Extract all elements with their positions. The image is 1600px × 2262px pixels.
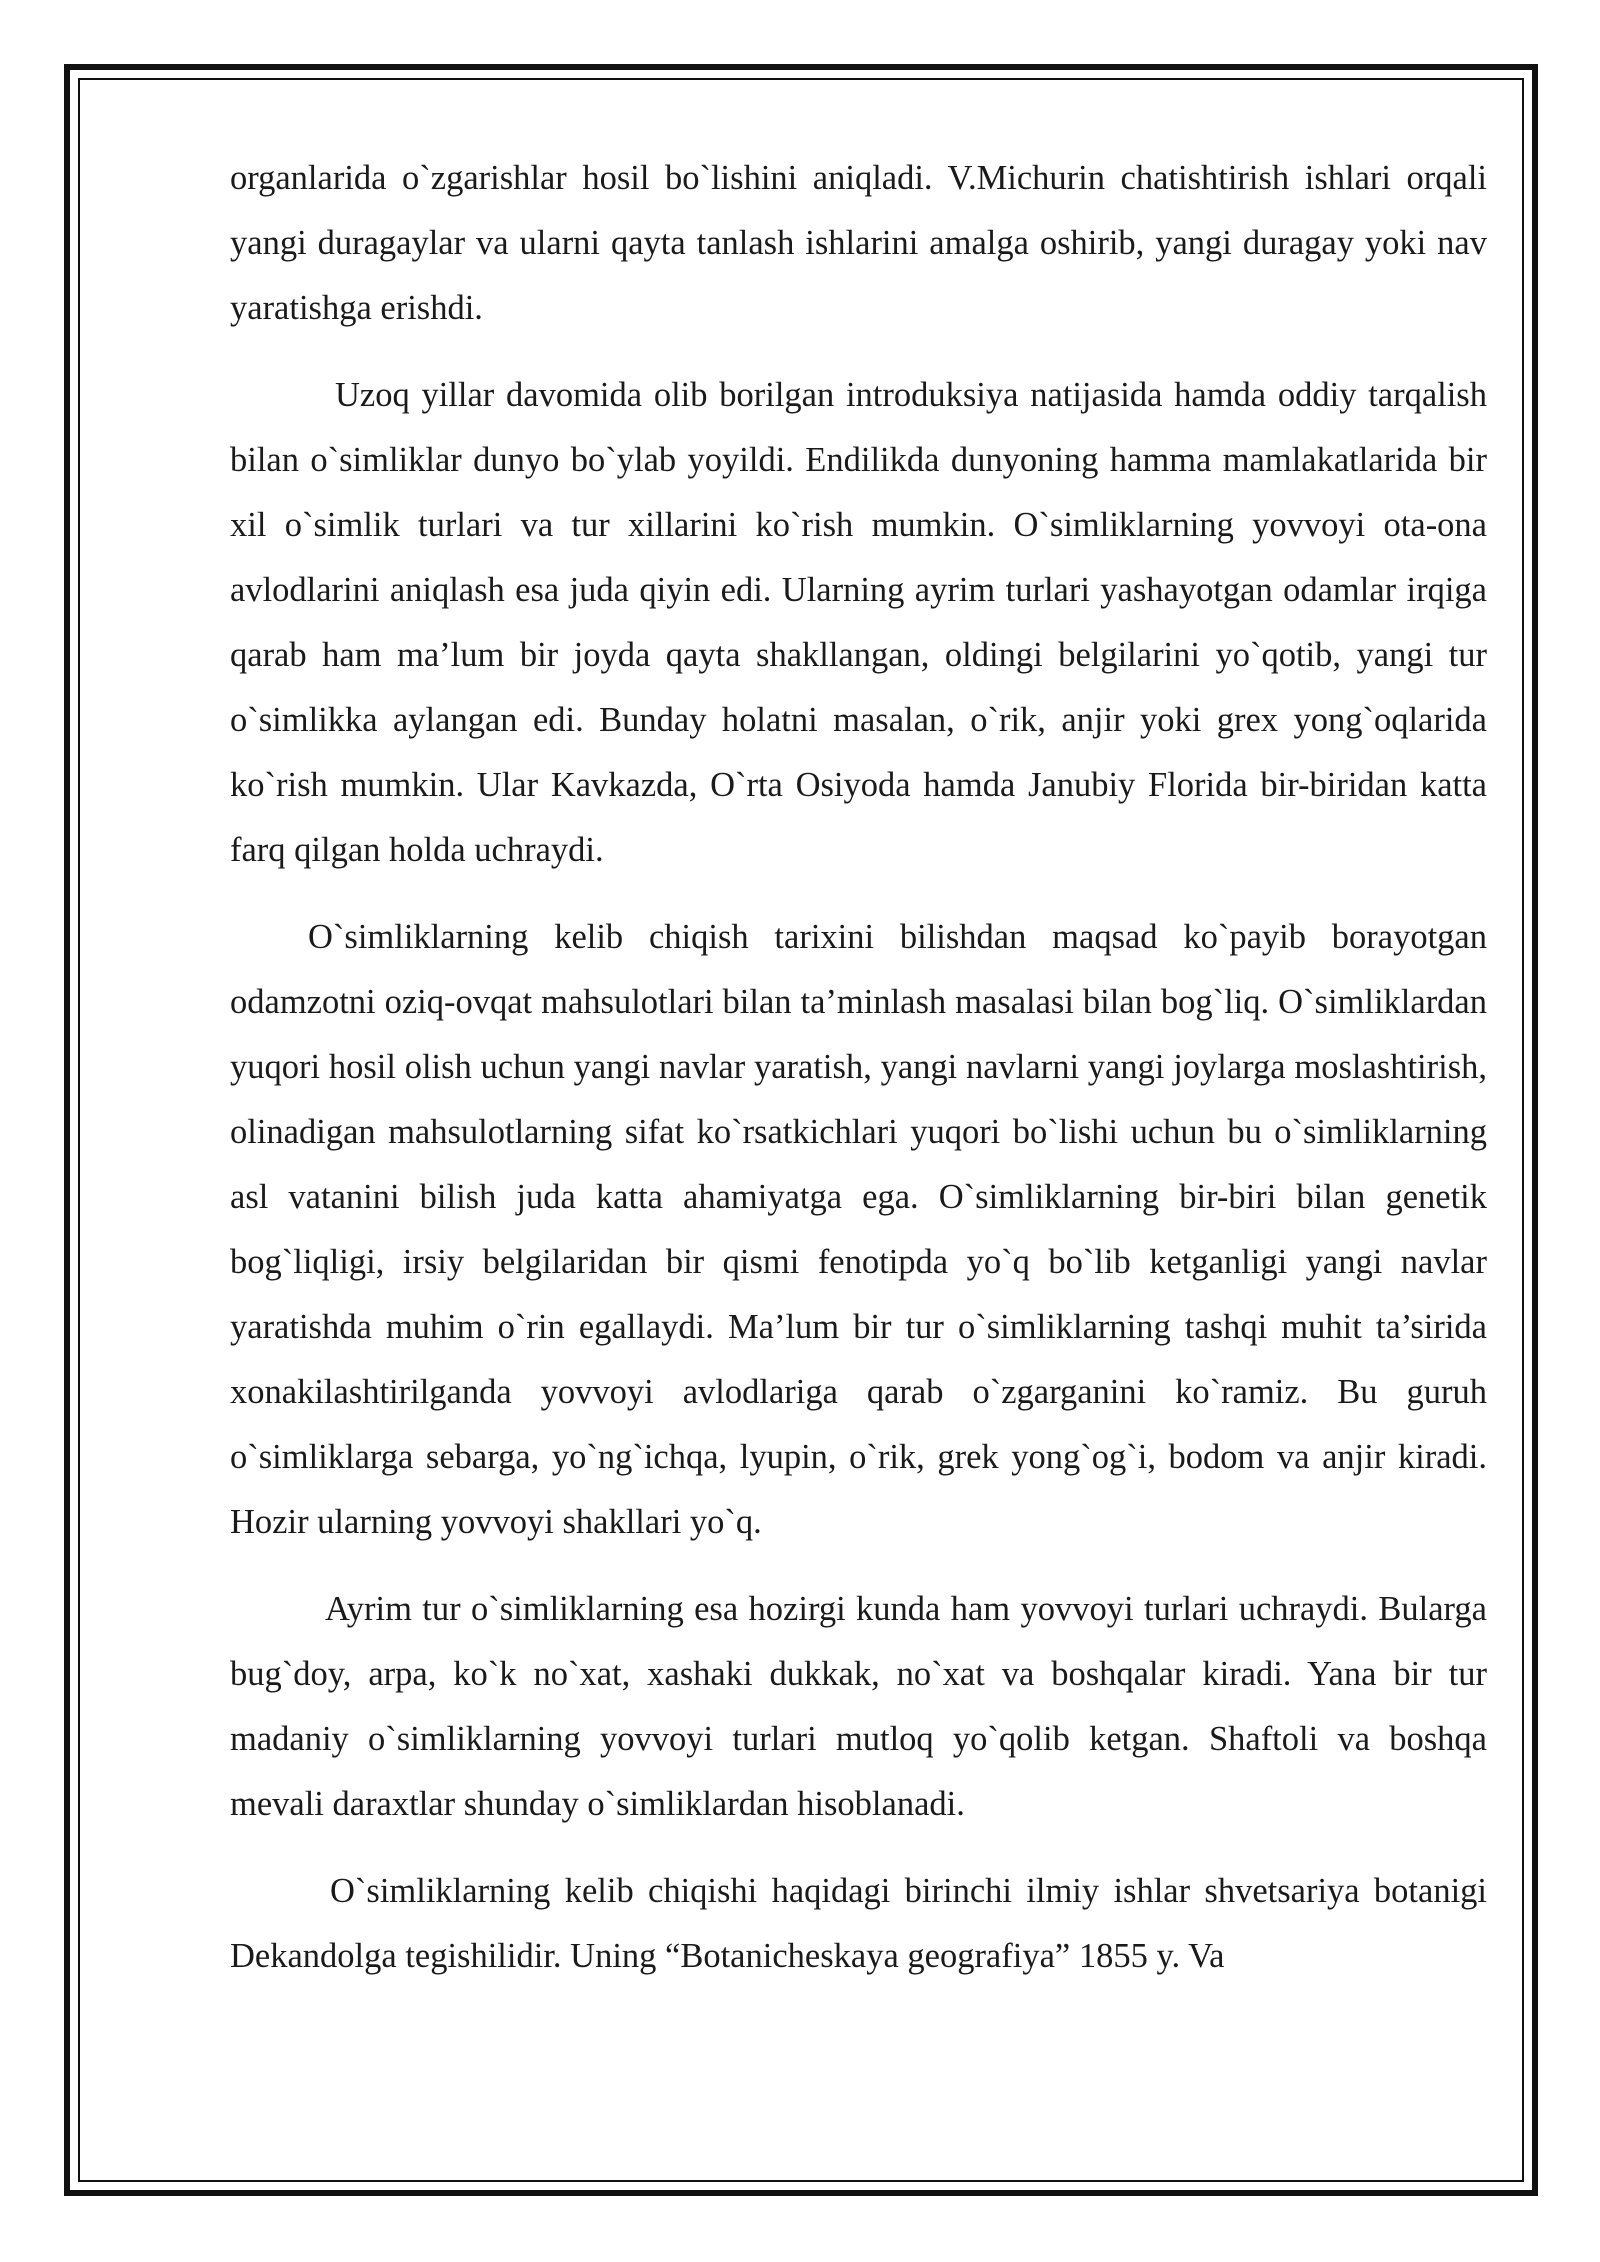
- paragraph-2: Uzoq yillar davomida olib borilgan introduksiya natijasida hamda oddiy tarqalish bilan o`simliklar dunyo bo`ylab yoyildi. Endilikda dunyoning hamma mamlakatlarida bir xil o`simlik turlari va tur xillarini ko`rish mumkin. O`simliklarning yovvoyi ota-ona avlodlarini aniqlash esa juda qiyin edi. Ularning ayrim turlari yashayotgan odamlar irqiga qarab ham ma’lum bir joyda qayta shakllangan, oldingi belgilarini yo`qotib, yangi tur o`simlikka aylangan edi. Bunday holatni masalan, o`rik, anjir yoki grex yong`oqlarida ko`rish mumkin. Ular Kavkazda, O`rta Osiyoda hamda Janubiy Florida bir-biridan katta farq qilgan holda uchraydi.: [230, 376, 1487, 869]
- paragraph-3: O`simliklarning kelib chiqish tarixini bilishdan maqsad ko`payib borayotgan odamzotni oziq-ovqat mahsulotlari bilan ta’minlash masalasi bilan bog`liq. O`simliklardan yuqori hosil olish uchun yangi navlar yaratish, yangi navlarni yangi joylarga moslashtirish, olinadigan mahsulotlarning sifat ko`rsatkichlari yuqori bo`lishi uchun bu o`simliklarning asl vatanini bilish juda katta ahamiyatga ega. O`simliklarning bir-biri bilan genetik bog`liqligi, irsiy belgilaridan bir qismi fenotipda yo`q bo`lib ketganligi yangi navlar yaratishda muhim o`rin egallaydi. Ma’lum bir tur o`simliklarning tashqi muhit ta’sirida xonakilashtirilganda yovvoyi avlodlariga qarab o`zgarganini ko`ramiz. Bu guruh o`simliklarga sebarga, yo`ng`ichqa, lyupin, o`rik, grek yong`og`i, bodom va anjir kiradi. Hozir ularning yovvoyi shakllari yo`q.: [230, 918, 1487, 1541]
- document-body: [230, 146, 1487, 2011]
- paragraph-1: organlarida o`zgarishlar hosil bo`lishini aniqladi. V.Michurin chatishtirish ishlari orqali yangi duragaylar va ularni qayta tanlash ishlarini amalga oshirib, yangi duragay yoki nav yaratishga erishdi.: [230, 159, 1487, 327]
- paragraph-4: Ayrim tur o`simliklarning esa hozirgi kunda ham yovvoyi turlari uchraydi. Bularga bug`doy, arpa, ko`k no`xat, xashaki dukkak, no`xat va boshqalar kiradi. Yana bir tur madaniy o`simliklarning yovvoyi turlari mutloq yo`qolib ketgan. Shaftoli va boshqa mevali daraxtlar shunday o`simliklardan hisoblanadi.: [230, 1590, 1487, 1823]
- paragraph-5: O`simliklarning kelib chiqishi haqidagi birinchi ilmiy ishlar shvetsariya botanigi Dekandolga tegishilidir. Uning “Botanicheskaya geografiya” 1855 y. Va: [230, 1872, 1487, 1975]
